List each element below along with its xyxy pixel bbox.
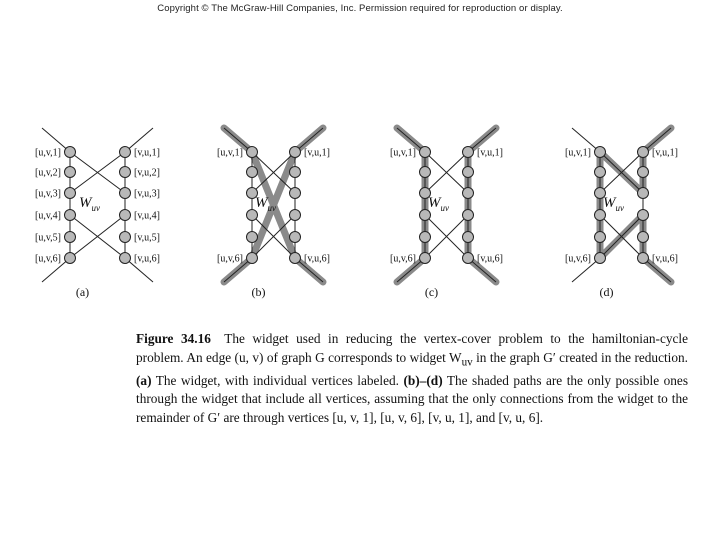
vertex-v-u-6: [463, 253, 474, 264]
caption-line2: in the graph G′ created in the reduction.: [472, 349, 688, 365]
widget-label: $W_{uv}$: [255, 195, 276, 213]
vertex-u-v-5: [420, 232, 431, 243]
panel-b: [217, 128, 330, 299]
vertex-label-left: [u,v,1]: [389, 147, 416, 159]
vertex-label-right: [v,u,5]: [134, 232, 161, 244]
vertex-u-v-6: [247, 253, 258, 264]
vertex-label-right: [v,u,2]: [134, 167, 161, 179]
vertex-v-u-2: [463, 167, 474, 178]
vertex-u-v-2: [595, 167, 606, 178]
vertex-v-u-4: [638, 210, 649, 221]
panel-label: (a): [75, 285, 90, 299]
vertex-v-u-6: [120, 253, 131, 264]
vertex-v-u-5: [290, 232, 301, 243]
vertex-v-u-4: [463, 210, 474, 221]
vertex-v-u-1: [120, 147, 131, 158]
vertex-v-u-6: [638, 253, 649, 264]
copyright-notice: Copyright © The McGraw-Hill Companies, Inc. Permission required for reproduction or display.: [157, 3, 563, 14]
vertex-label-left: [u,v,3]: [34, 188, 61, 200]
caption-a-text: The widget, with individual vertices labeled.: [151, 372, 404, 388]
vertex-label-left: [u,v,6]: [34, 253, 61, 265]
vertex-label-right: [v,u,6]: [304, 253, 331, 265]
vertex-label-right: [v,u,1]: [477, 147, 504, 159]
vertex-label-left: [u,v,4]: [34, 210, 61, 222]
vertex-v-u-5: [638, 232, 649, 243]
vertex-v-u-5: [120, 232, 131, 243]
vertex-v-u-5: [463, 232, 474, 243]
vertex-label-left: [u,v,2]: [34, 167, 61, 179]
vertex-u-v-5: [595, 232, 606, 243]
vertex-label-right: [v,u,1]: [134, 147, 161, 159]
vertex-u-v-2: [420, 167, 431, 178]
panel-a: [35, 128, 160, 299]
panel-d: [565, 128, 678, 299]
caption-bd-label: (b)–(d): [403, 372, 443, 388]
vertex-u-v-6: [65, 253, 76, 264]
vertex-u-v-2: [247, 167, 258, 178]
caption-a-label: (a): [136, 372, 152, 388]
vertex-v-u-2: [120, 167, 131, 178]
widget-label: $W_{uv}$: [603, 195, 624, 213]
vertex-label-right: [v,u,1]: [304, 147, 331, 159]
vertex-u-v-5: [247, 232, 258, 243]
vertex-v-u-4: [290, 210, 301, 221]
vertex-label-right: [v,u,6]: [652, 253, 679, 265]
panel-label: (b): [251, 285, 266, 299]
vertex-v-u-2: [290, 167, 301, 178]
vertex-label-left: [u,v,6]: [216, 253, 243, 265]
vertex-label-left: [u,v,1]: [34, 147, 61, 159]
vertex-label-left: [u,v,6]: [564, 253, 591, 265]
vertex-label-right: [v,u,3]: [134, 188, 161, 200]
vertex-v-u-3: [120, 188, 131, 199]
vertex-u-v-1: [420, 147, 431, 158]
vertex-u-v-4: [595, 210, 606, 221]
vertex-label-left: [u,v,5]: [34, 232, 61, 244]
vertex-u-v-6: [595, 253, 606, 264]
vertex-u-v-1: [65, 147, 76, 158]
figure-number: Figure 34.16: [136, 331, 211, 346]
vertex-u-v-6: [420, 253, 431, 264]
vertex-u-v-5: [65, 232, 76, 243]
vertex-v-u-2: [638, 167, 649, 178]
vertex-v-u-3: [290, 188, 301, 199]
widget-label: $W_{uv}$: [428, 195, 449, 213]
vertex-u-v-1: [247, 147, 258, 158]
panel-label: (c): [424, 285, 439, 299]
vertex-v-u-3: [638, 188, 649, 199]
vertex-v-u-1: [638, 147, 649, 158]
vertex-v-u-1: [290, 147, 301, 158]
vertex-v-u-1: [463, 147, 474, 158]
widget-label: $W_{uv}$: [79, 195, 100, 213]
vertex-label-left: [u,v,1]: [564, 147, 591, 159]
vertex-label-right: [v,u,6]: [477, 253, 504, 265]
vertex-u-v-3: [65, 188, 76, 199]
vertex-u-v-1: [595, 147, 606, 158]
vertex-label-right: [v,u,4]: [134, 210, 161, 222]
vertex-u-v-2: [65, 167, 76, 178]
vertex-label-right: [v,u,1]: [652, 147, 679, 159]
vertex-u-v-4: [247, 210, 258, 221]
figure-caption: [136, 330, 688, 427]
vertex-v-u-3: [463, 188, 474, 199]
vertex-u-v-4: [420, 210, 431, 221]
vertex-label-left: [u,v,1]: [216, 147, 243, 159]
caption-line1: The widget used in reducing the vertex-cover problem to the hamiltonian-cycle problem. An edge (u, v) of graph G corresponds to widget W: [136, 331, 688, 365]
panel-c: [390, 128, 503, 299]
vertex-v-u-6: [290, 253, 301, 264]
vertex-v-u-4: [120, 210, 131, 221]
panel-label: (d): [599, 285, 614, 299]
vertex-label-left: [u,v,6]: [389, 253, 416, 265]
caption-bd-text: The shaded paths are the only possible ones through the widget that include all vertices, assuming that the only connections from the widget to the remainder of G′ are through vertices [u, v, 1], [u, v, 6], [v, u, 1], and [v, u, 6].: [136, 372, 688, 425]
vertex-u-v-4: [65, 210, 76, 221]
vertex-label-right: [v,u,6]: [134, 253, 161, 265]
caption-sub-uv: uv: [461, 356, 473, 369]
